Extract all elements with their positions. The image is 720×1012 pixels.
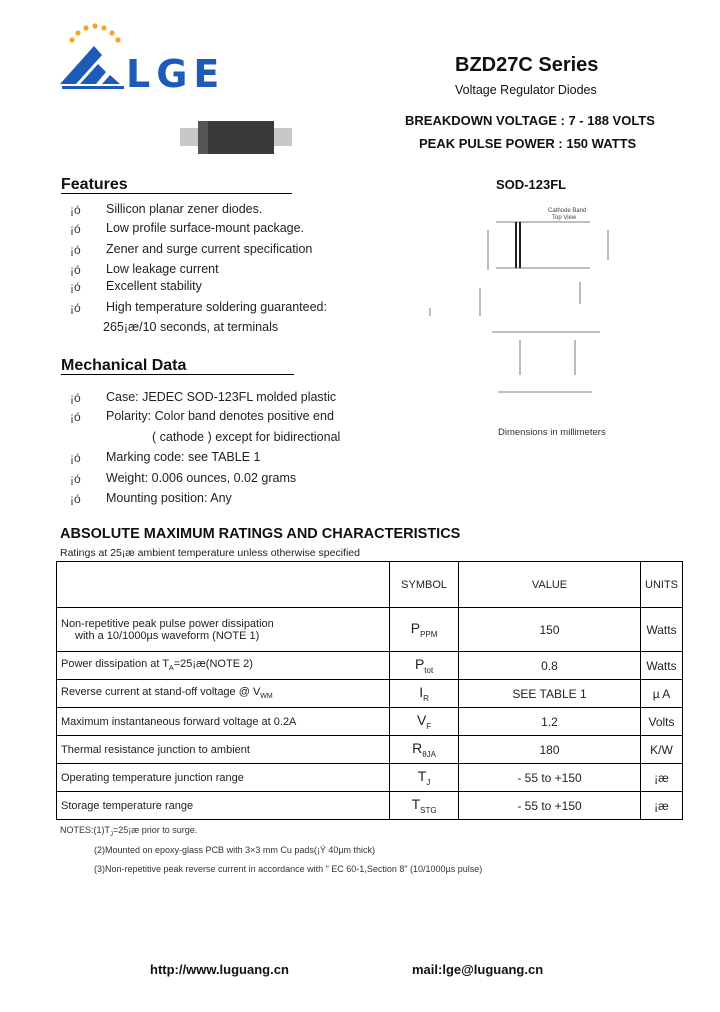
series-title: BZD27C Series [455,54,599,76]
unit-cell: Watts [641,652,683,680]
unit-cell: Volts [641,708,683,736]
bullet-icon: ¡ó [70,301,81,315]
list-item: Case: JEDEC SOD-123FL molded plastic [106,390,337,404]
list-item: Excellent stability [106,279,202,293]
package-name: SOD-123FL [496,177,567,192]
ratings-table [56,561,683,820]
symbol-cell: $T_{STG}$ [390,792,459,820]
param-cell: Storage temperature range [57,792,390,820]
value-cell: 1.2 [459,708,641,736]
list-item: Zener and surge current specification [106,242,313,256]
list-item: Sillicon planar zener diodes. [106,202,263,216]
list-item: Mounting position: Any [106,491,232,505]
unit-cell: µ A [641,680,683,708]
symbol-cell: $R_{\theta JA}$ [390,736,459,764]
symbol-cell: $P_{tot}$ [390,652,459,680]
website-link[interactable]: http://www.luguang.cn [150,962,289,977]
bullet-icon: ¡ó [70,280,81,294]
table-row [57,792,683,820]
bullet-icon: ¡ó [70,492,81,506]
ratings-title: ABSOLUTE MAXIMUM RATINGS AND CHARACTERISTICS [60,526,461,542]
symbol-cell: $T_J$ [390,764,459,792]
bullet-icon: ¡ó [70,391,81,405]
breakdown-voltage: BREAKDOWN VOLTAGE : 7 - 188 VOLTS [405,113,655,128]
bullet-icon: ¡ó [70,222,81,236]
cathode-band-label: Cathode Band [548,208,587,214]
peak-pulse-power: PEAK PULSE POWER : 150 WATTS [419,136,637,151]
list-item: Polarity: Color band denotes positive end [106,409,334,423]
symbol-cell: $I_R$ [390,680,459,708]
param-cell: Operating temperature junction range [57,764,390,792]
unit-cell: ¡æ [641,792,683,820]
table-row [57,680,683,708]
symbol-header: SYMBOL [390,562,459,608]
table-row [57,764,683,792]
unit-cell: Watts [641,608,683,652]
note-3: (3)Non-repetitive peak reverse current in accordance with " EC 60-1,Section 8" (10/1000µs pulse) [94,864,483,874]
param-cell: Thermal resistance junction to ambient [57,736,390,764]
note-1: $NOTES:(1)T_J=25¡æ$ prior to surge. [60,825,198,838]
series-subtitle: Voltage Regulator Diodes [455,83,597,97]
bullet-icon: ¡ó [70,203,81,217]
param-cell: Maximum instantaneous forward voltage at 0.2A [57,708,390,736]
bullet-icon: ¡ó [70,472,81,486]
package-drawing [420,200,620,400]
table-row [57,652,683,680]
list-item-continuation: ( cathode ) except for bidirectional [152,430,341,444]
component-image [180,120,292,156]
param-cell: Non-repetitive peak pulse power dissipation with a 10/1000µs waveform (NOTE 1) [57,608,390,652]
bullet-icon: ¡ó [70,243,81,257]
unit-cell: K/W [641,736,683,764]
value-cell: - 55 to +150 [459,792,641,820]
unit-cell: ¡æ [641,764,683,792]
list-item: Low leakage current [106,262,219,276]
symbol-cell: $V_F$ [390,708,459,736]
param-header [57,562,390,608]
list-item: Low profile surface-mount package. [106,221,305,235]
bullet-icon: ¡ó [70,410,81,424]
list-item: High temperature soldering guaranteed: [106,300,327,314]
bullet-icon: ¡ó [70,451,81,465]
mechanical-title: Mechanical Data [61,357,187,374]
table-row [57,608,683,652]
table-row [57,708,683,736]
value-cell: 150 [459,608,641,652]
table-row [57,736,683,764]
list-item-continuation: 265¡æ/10 seconds, at terminals [103,320,279,334]
features-title: Features [61,176,128,193]
top-view-label: Top View [552,215,577,221]
logo-icon [58,22,128,92]
list-item: Marking code: see TABLE 1 [106,450,261,464]
param-cell: Power dissipation at $T_A=25¡æ(NOTE$ 2) [57,652,390,680]
email-link[interactable]: mail:lge@luguang.cn [412,962,544,977]
ratings-subtitle: Ratings at 25¡æ ambient temperature unless otherwise specified [60,547,360,559]
drawing-caption: Dimensions in millimeters [498,427,606,438]
value-cell: 180 [459,736,641,764]
mechanical-rule [61,374,294,375]
features-rule [61,193,292,194]
list-item: Weight: 0.006 ounces, 0.02 grams [106,471,297,485]
value-cell: - 55 to +150 [459,764,641,792]
units-header: UNITS [641,562,683,608]
value-header: VALUE [459,562,641,608]
bullet-icon: ¡ó [70,263,81,277]
symbol-cell: $P_{PPM}$ [390,608,459,652]
value-cell: 0.8 [459,652,641,680]
value-cell: SEE TABLE 1 [459,680,641,708]
table-header-row [57,562,683,608]
company-logo [58,22,128,92]
brand-name: LGE [126,52,226,96]
note-2: (2)Mounted on epoxy-glass PCB with 3×3 mm Cu pads(¡Ý 40µm thick) [94,845,376,855]
param-cell: Reverse current at stand-off voltage @ $V_{WM}$ [57,680,390,708]
